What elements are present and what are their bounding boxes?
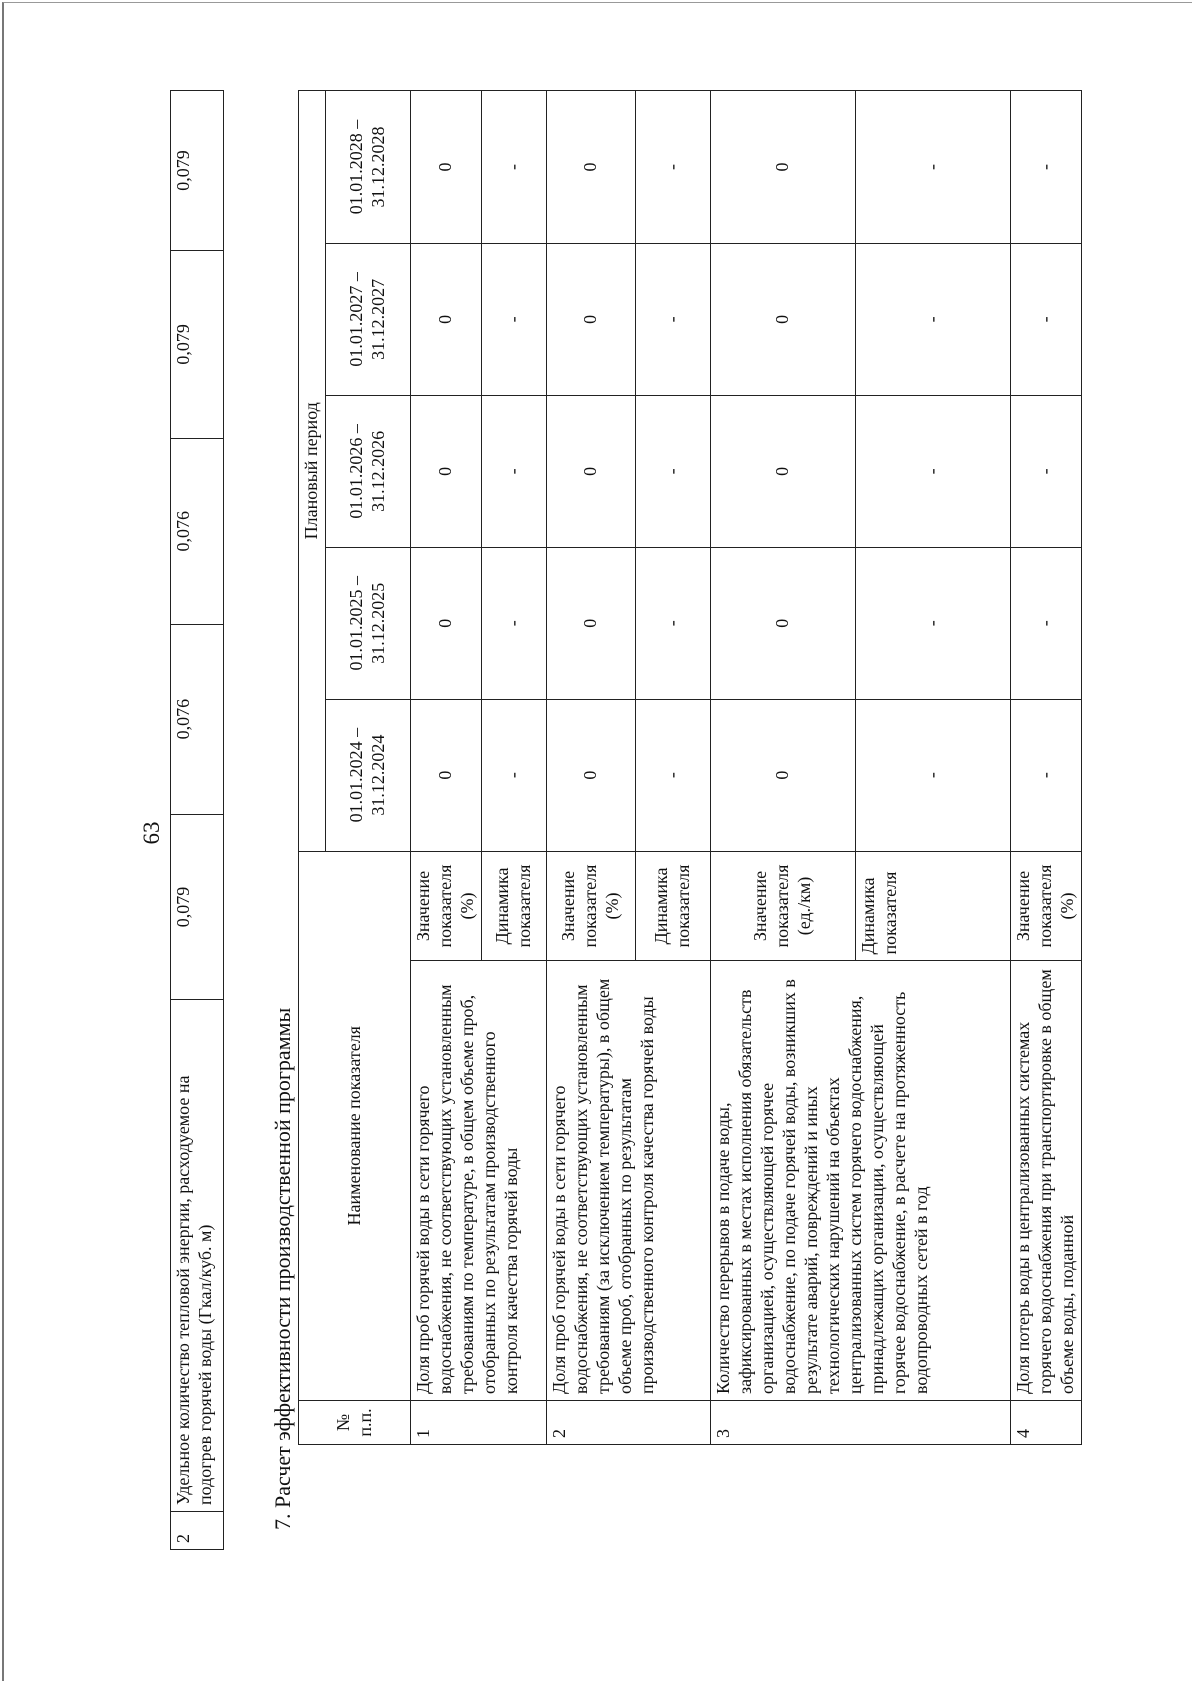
row-number: 3 [711,1401,1011,1445]
header-row [299,91,326,1445]
value-cell: - [1011,243,1082,395]
efficiency-table [298,90,1082,1445]
section-title: 7. Расчет эффективности производственной программы [270,1007,295,1530]
value-cell: 0 [711,395,856,547]
table-row [171,91,224,1550]
value-cell: - [856,699,1011,851]
value-cell: - [856,547,1011,699]
value-cell: - [1011,395,1082,547]
value-cell: 0 [711,547,856,699]
value-cell: 0 [711,91,856,244]
column-header-plan-period: Плановый период [299,91,326,852]
period-header: 01.01.2026 – 31.12.2026 [326,395,411,547]
value-cell: - [482,547,547,699]
sub-indicator-label: Значение показателя (%) [1011,851,1082,961]
value-cell: - [856,243,1011,395]
indicator-name: Доля проб горячей воды в сети горячего водоснабжения, не соответствующих установленным требованиям по температуре, в общем объеме проб, отобранных по результатам производственного контроля качества горячей воды [411,961,547,1401]
table-row [411,91,482,1445]
value-cell: 0 [547,91,636,244]
indicator-name: Доля проб горячей воды в сети горячего водоснабжения, не соответствующих установленным требованиям (за исключением температуры), в общем объеме проб, отобранных по результатам производственного контроля качества горячей воды [547,961,711,1401]
top-table [170,90,224,1550]
value-cell: 0 [411,395,482,547]
column-header-number: № п.п. [299,1401,411,1445]
indicator-name: Доля потерь воды в централизованных системах горячего водоснабжения при транспортировке в общем объеме воды, поданной [1011,961,1082,1401]
value-cell: - [636,547,711,699]
sub-indicator-label: Значение показателя (%) [411,851,482,961]
column-header-name: Наименование показателя [299,851,411,1400]
value-cell: 0,079 [171,250,224,438]
sub-indicator-label: Динамика показателя [636,851,711,961]
indicator-name: Количество перерывов в подаче воды, зафиксированных в местах исполнения обязательств организацией, осуществляющей горячее водоснабжение, по подаче горячей воды, возникших в результате аварий, повреждений и иных технологических нарушений на объектах централизованных систем горячего водоснабжения, принадлежащих организации, осуществляющей горячее водоснабжение, в расчете на протяженность водопроводных сетей в год [711,961,1011,1401]
row-number: 1 [411,1401,547,1445]
value-cell: 0 [411,547,482,699]
value-cell: - [482,395,547,547]
value-cell: 0 [411,91,482,244]
table-row [547,91,636,1445]
value-cell: - [636,699,711,851]
row-number: 2 [547,1401,711,1445]
page-number: 63 [139,821,164,845]
value-cell: - [636,243,711,395]
row-number: 4 [1011,1401,1082,1445]
value-cell: 0 [411,243,482,395]
sub-indicator-label: Динамика показателя [482,851,547,961]
period-header: 01.01.2028 – 31.12.2028 [326,91,411,244]
sub-indicator-label: Значение показателя (%) [547,851,636,961]
sub-indicator-label: Динамика показателя [856,851,1011,961]
value-cell: 0 [711,699,856,851]
value-cell: 0 [711,243,856,395]
value-cell: - [482,91,547,244]
rotated-page-content [170,90,1200,1550]
sub-indicator-label: Значение показателя (ед./км) [711,851,856,961]
value-cell: 0 [547,547,636,699]
table-row [711,91,856,1445]
indicator-name: Удельное количество тепловой энергии, расходуемое на подогрев горячей воды (Гкал/куб. м) [171,1000,224,1512]
value-cell: - [636,91,711,244]
value-cell: 0 [547,243,636,395]
value-cell: - [856,395,1011,547]
row-number: 2 [171,1512,224,1550]
value-cell: 0 [547,699,636,851]
value-cell: 0 [547,395,636,547]
value-cell: 0 [411,699,482,851]
value-cell: 0,079 [171,814,224,1000]
value-cell: - [482,699,547,851]
value-cell: - [856,91,1011,244]
period-header: 01.01.2025 – 31.12.2025 [326,547,411,699]
table-row [1011,91,1082,1445]
value-cell: - [482,243,547,395]
value-cell: - [1011,547,1082,699]
value-cell: - [636,395,711,547]
value-cell: - [1011,699,1082,851]
value-cell: 0,076 [171,438,224,624]
value-cell: - [1011,91,1082,244]
period-header: 01.01.2024 – 31.12.2024 [326,699,411,851]
value-cell: 0,076 [171,624,224,814]
value-cell: 0,079 [171,91,224,251]
period-header: 01.01.2027 – 31.12.2027 [326,243,411,395]
